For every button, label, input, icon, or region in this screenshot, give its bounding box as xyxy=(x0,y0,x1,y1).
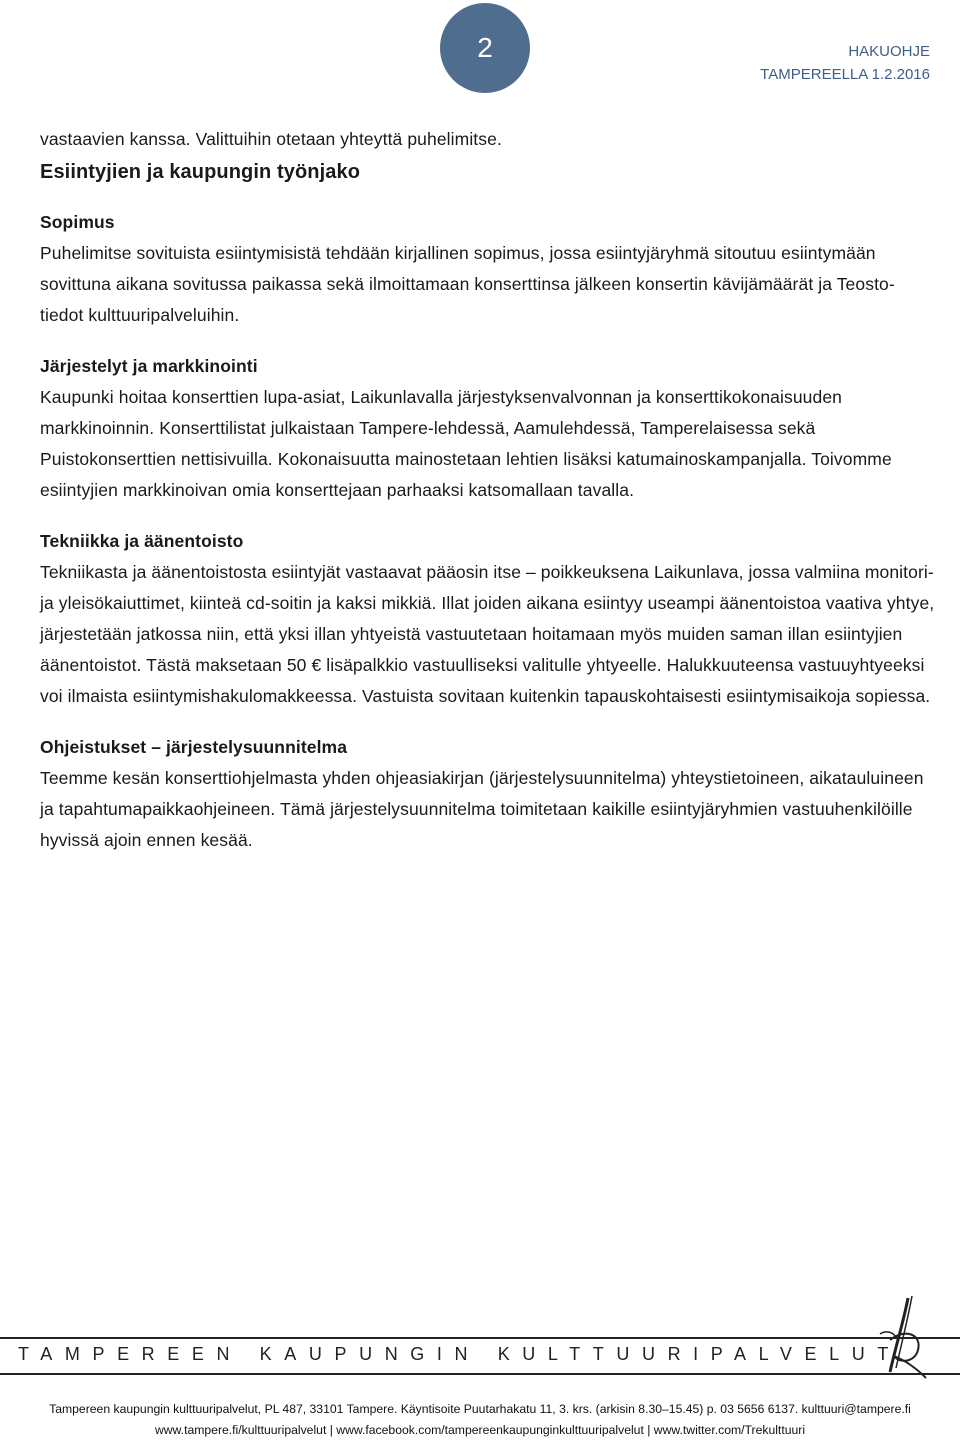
footer-contact-info: Tampereen kaupungin kulttuuripalvelut, PL 487, 33101 Tampere. Käyntisoite Puutarhakatu 11, 3. krs. (arkisin 8.30–15.45) p. 03 5656 6137. kulttuuri@tampere.fi xyxy=(49,1402,911,1416)
section-body: Kaupunki hoitaa konserttien lupa-asiat, Laikunlavalla järjestyksenvalvonnan ja konserttikokonaisuuden markkinoinnin. Konserttilistat julkaistaan Tampere-lehdessä, Aamulehdessä, Tamperelaisessa sekä Puistokonserttien nettisivuilla. Kokonaisuutta mainostetaan lehtien lisäksi katumainoskampanjalla. Toivomme esiintyjien markkinoivan omia konserttejaan parhaaksi katsomallaan tavalla. xyxy=(40,387,892,500)
document-header xyxy=(760,40,930,86)
section-heading: Tekniikka ja äänentoisto xyxy=(40,531,244,551)
main-heading: Esiintyjien ja kaupungin työnjako xyxy=(40,161,361,183)
section-jarjestelyt xyxy=(40,351,935,506)
main-content xyxy=(40,124,935,876)
section-ohjeistukset xyxy=(40,732,935,856)
section-body: Teemme kesän konserttiohjelmasta yhden ohjeasiakirjan (järjestelysuunnitelma) yhteystietoineen, aikatauluineen ja tapahtumapaikkaohjeineen. Tämä järjestelysuunnitelma toimitetaan kaikille esiintyjäryhmien vastuuhenkilöille hyvissä ajoin ennen kesää. xyxy=(40,768,924,850)
kulttuuripalvelut-logo-icon xyxy=(860,1290,940,1380)
section-heading: Sopimus xyxy=(40,212,115,232)
footer-links: www.tampere.fi/kulttuuripalvelut | www.facebook.com/tampereenkaupunginkulttuuripalvelut | www.twitter.com/Trekulttuuri xyxy=(154,1423,806,1437)
section-heading: Järjestelyt ja markkinointi xyxy=(40,356,258,376)
organization-name: TAMPEREEN KAUPUNGIN KULTTUURIPALVELUT xyxy=(18,1344,901,1364)
section-body: Puhelimitse sovituista esiintymisistä tehdään kirjallinen sopimus, jossa esiintyjäryhmä sitoutuu esiintymään sovittuna aikana sovitussa paikassa sekä ilmoittamaan konserttinsa jälkeen konsertin kävijämäärät ja Teosto-tiedot kulttuuripalveluihin. xyxy=(40,243,895,325)
document-subtitle: TAMPEREELLA 1.2.2016 xyxy=(760,66,930,83)
footer-divider-bottom xyxy=(0,1373,960,1375)
section-tekniikka xyxy=(40,526,935,712)
continuation-text: vastaavien kanssa. Valittuihin otetaan yhteyttä puhelimitse. xyxy=(40,129,502,149)
section-sopimus xyxy=(40,207,935,331)
document-title: HAKUOHJE xyxy=(848,43,930,60)
section-heading: Ohjeistukset – järjestelysuunnitelma xyxy=(40,737,348,757)
page-number: 2 xyxy=(477,32,493,63)
page-number-badge xyxy=(440,3,530,93)
footer-divider-top xyxy=(0,1337,960,1339)
section-body: Tekniikasta ja äänentoistosta esiintyjät vastaavat pääosin itse – poikkeuksena Laikunlava, jossa valmiina monitori- ja yleisökaiuttimet, kiinteä cd-soitin ja kaksi mikkiä. Illat joiden aikana esiintyy useampi äänentoistoa vaativa yhtye, järjestetään jatkossa niin, että yksi illan yhtyeistä vastuutetaan hoitamaan myös muiden saman illan esiintyjien äänentoistot. Tästä maksetaan 50 € lisäpalkkio vastuulliseksi valitulle yhtyeelle. Halukkuuteensa vastuuyhtyeeksi voi ilmaista esiintymishakulomakkeessa. Vastuista sovitaan kuitenkin tapauskohtaisesti esiintymisaikoja sopiessa. xyxy=(40,562,935,706)
page-footer xyxy=(0,1290,960,1439)
